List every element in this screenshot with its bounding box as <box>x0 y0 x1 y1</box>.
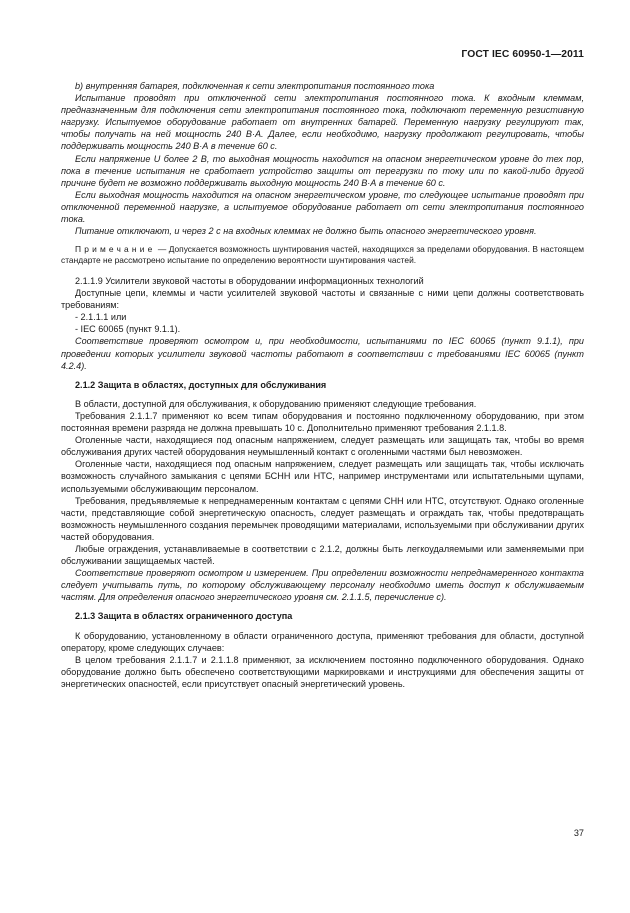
document-header: ГОСТ IEC 60950-1—2011 <box>461 49 584 60</box>
paragraph: Питание отключают, и через 2 с на входных клеммах не должно быть опасного энергетического уровня. <box>75 226 537 237</box>
paragraph: Требования, предъявляемые к непреднамеренным контактам с цепями СНН или НТС, отсутствуют. Однако оголенные части, представляющие собой энергетическую опасность, следует размещать и ограждать так, чтобы предотвращать возможность неумышленного создания перемычек проводящими материалами, используемыми при обслуживании других частей оборудования. <box>61 495 584 542</box>
note-label: Примечание <box>75 244 156 255</box>
paragraph: В целом требования 2.1.1.7 и 2.1.1.8 применяют, за исключением постоянно подключенного оборудования. Однако оборудование должно быть обеспечено соответствующими маркировками и инструкциями для обеспечения защиты от энергетических опасностей, если присутствует опасный энергетический уровень. <box>61 654 584 689</box>
paragraph: Если выходная мощность находится на опасном энергетическом уровне, то следующее испытание проводят при отключенной переменной нагрузке, а испытуемое оборудование работает от сети электропитания постоянного тока. <box>61 189 584 225</box>
section-heading: 2.1.3 Защита в областях ограниченного доступа <box>75 611 293 622</box>
paragraph: Требования 2.1.1.7 применяют ко всем типам оборудования и постоянно подключенному оборудованию, при этом постоянная времени разряда не должна превышать 10 с. Дополнительно применяют требования 2.1.1.8. <box>61 410 584 434</box>
paragraph: Любые ограждения, устанавливаемые в соответствии с 2.1.2, должны быть легкоудаляемыми или заменяемыми при обслуживании защищаемых частей. <box>61 543 584 567</box>
paragraph: Доступные цепи, клеммы и части усилителей звуковой частоты и связанные с ними цепи должны соответствовать требованиям: <box>61 288 584 311</box>
list-item: - 2.1.1.1 или <box>75 312 127 323</box>
paragraph: Оголенные части, находящиеся под опасным напряжением, следует размещать или защищать так, чтобы исключать возможность случайного замыкания с цепями БСНН или НТС, например инструментами или испытательными щупами, используемыми обслуживающим персоналом. <box>61 459 584 494</box>
paragraph: Если напряжение U более 2 В, то выходная мощность находится на опасном энергетическом уровне до тех пор, пока в течение испытания не сработает устройство защиты от перегрузки по току или по какой-либо другой причине будет не возможно поддерживать выходную мощность 240 В·А в течение 60 с. <box>61 153 584 188</box>
page-body <box>61 80 584 690</box>
section-heading: 2.1.2 Защита в областях, доступных для обслуживания <box>75 379 327 390</box>
paragraph: Испытание проводят при отключенной сети электропитания постоянного тока. К входным клеммам, предназначенным для подключения сети электропитания постоянного тока, подключают переменную резистивную нагрузку. Испытуемое оборудование работает от внутренних батарей. Переменную нагрузку регулируют так, чтобы получать на ней мощность 240 В·А. Далее, если необходимо, нагрузку продолжают регулировать, чтобы поддерживать мощность 240 В·А в течение 60 с. <box>61 93 584 152</box>
clause-title: 2.1.1.9 Усилители звуковой частоты в оборудовании информационных технологий <box>75 276 424 287</box>
paragraph: Соответствие проверяют осмотром и измерением. При определении возможности непреднамеренного контакта следует учитывать путь, по которому обслуживающему персоналу необходимо иметь доступ к обслуживаемым частям. Для определения опасного энергетического уровня см. 2.1.1.5, перечисление с). <box>61 568 584 603</box>
paragraph: В области, доступной для обслуживания, к оборудованию применяют следующие требования. <box>75 398 477 409</box>
note-text: — Допускается возможность шунтирования частей, находящихся за пределами оборудования. В настоящем стандарте не рассмотрено испытание по определению вероятности шунтирования частей. <box>61 244 584 266</box>
note <box>61 244 584 266</box>
paragraph: Соответствие проверяют осмотром и, при необходимости, испытаниями по IEC 60065 (пункт 9.1.1), при проведении которых усилители звуковой частоты работают в соответствии с требованиями IEC 60065 (пункт 4.2.4). <box>61 336 584 371</box>
paragraph: Оголенные части, находящиеся под опасным напряжением, следует размещать или защищать так, чтобы во время обслуживания других частей оборудования неумышленный контакт с оголенными частями был невозможен. <box>61 435 584 458</box>
paragraph: b) внутренняя батарея, подключенная к сети электропитания постоянного тока <box>75 81 435 91</box>
page-number: 37 <box>573 828 584 838</box>
list-item: - IEC 60065 (пункт 9.1.1). <box>75 324 181 335</box>
paragraph: К оборудованию, установленному в области ограниченного доступа, применяют требования для области, доступной оператору, кроме следующих случаев: <box>61 630 584 653</box>
